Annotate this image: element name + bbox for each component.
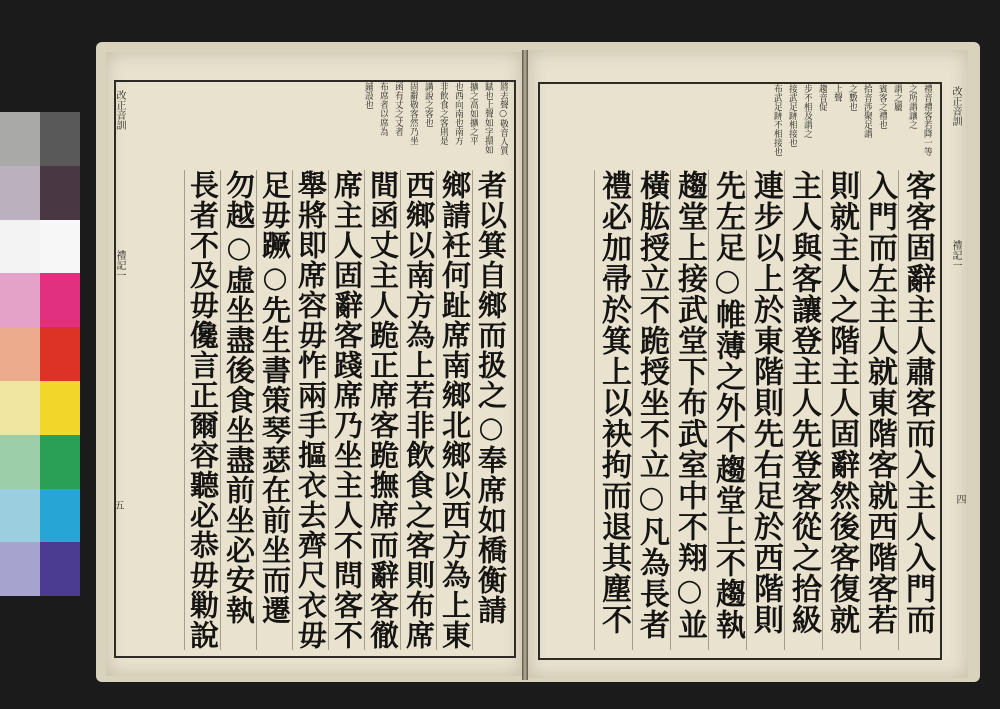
color-swatch	[40, 112, 80, 166]
text-column: 則就主人之階主人固辭然後客復就	[822, 170, 860, 650]
color-swatch	[0, 112, 40, 166]
color-swatch	[0, 273, 40, 327]
annotation-line: 也西向南也南方	[453, 82, 463, 145]
annotation-line: 固辭敬客然乃坐	[408, 82, 418, 145]
text-column: 西鄉以南方為上若非飲食之客則布席	[402, 170, 436, 650]
text-column: 勿越○虛坐盡後食坐盡前坐必安執	[220, 170, 256, 650]
color-swatch	[40, 542, 80, 596]
left-margin-title: 改正音訓	[114, 90, 125, 130]
annotation-line: 拾音涉聚足謂	[862, 84, 872, 138]
color-swatch	[0, 542, 40, 596]
annotation-line: 步不相及謂之	[802, 84, 812, 138]
annotation-line: 布武足跡不相接也	[772, 84, 782, 156]
text-column: 橫肱授立不跪授坐不立○凡為長者	[632, 170, 670, 650]
annotation-line: 函有丈之丈者	[393, 82, 403, 136]
right-folio-number: 四	[954, 494, 965, 504]
book-gutter	[522, 50, 528, 680]
annotation-line: 講說之客也	[423, 82, 433, 127]
left-main-text	[118, 170, 508, 654]
annotation-line: 之所謂讓之	[907, 84, 917, 129]
color-swatch	[40, 220, 80, 274]
annotation-line: 賓客之禮也	[877, 84, 887, 129]
annotation-line: 布席者以席為	[378, 82, 388, 136]
color-swatch	[0, 220, 40, 274]
text-column: 席主人固辭客踐席乃坐主人不問客不	[330, 170, 364, 650]
text-column: 入門而左主人就東階客就西階客若	[860, 170, 898, 650]
annotation-line: 擴之高如擴之平	[468, 82, 478, 145]
text-column: 者以箕自鄉而扱之○奉席如橋衡請	[472, 170, 508, 650]
text-column: 足毋蹶○先生書策琴瑟在前坐而遷	[256, 170, 292, 650]
annotation-line: 接武足跡相接也	[787, 84, 797, 147]
annotation-line: 趨音促	[817, 84, 827, 111]
color-swatch	[40, 381, 80, 435]
right-main-text	[540, 170, 936, 656]
text-column: 禮必加帚於箕上以袂拘而退其塵不	[594, 170, 632, 650]
right-annotation-band	[546, 84, 932, 164]
color-swatch	[0, 381, 40, 435]
color-swatch	[0, 489, 40, 543]
annotation-line: 將去聲○敬音人質	[498, 82, 508, 155]
right-margin-chapter: 禮記一	[950, 240, 961, 270]
annotation-line: 之數也	[847, 84, 857, 111]
color-swatch	[0, 327, 40, 381]
color-calibration-chart	[0, 112, 80, 596]
text-column: 長者不及毋儳言正爾容聽必恭毋勦說	[186, 170, 220, 650]
text-column: 連步以上於東階則先右足於西階則	[746, 170, 784, 650]
annotation-line: 謂之屬	[892, 84, 902, 111]
text-column: 趨堂上接武堂下布武室中不翔○並	[670, 170, 708, 650]
color-swatch	[40, 166, 80, 220]
right-margin-title: 改正音訓	[950, 86, 961, 126]
text-column: 間函丈主人跪正席客跪撫席而辭客徹	[366, 170, 400, 650]
annotation-line: 非飲食之客則是	[438, 82, 448, 145]
text-column: 客客固辭主人肅客而入主人入門而	[898, 170, 936, 650]
annotation-line: 上聲	[832, 84, 842, 102]
text-column: 舉將即席容毋怍兩手摳衣去齊尺衣毋	[294, 170, 328, 650]
left-folio-number: 五	[112, 500, 123, 510]
color-swatch	[40, 327, 80, 381]
annotation-line: 禮音禮客若降一等	[922, 84, 932, 156]
color-swatch	[0, 166, 40, 220]
color-swatch	[40, 435, 80, 489]
left-annotation-band	[132, 82, 508, 162]
text-column: 鄉請衽何趾席南鄉北鄉以西方為上東	[438, 170, 472, 650]
color-swatch	[40, 273, 80, 327]
color-swatch	[40, 489, 80, 543]
text-column: 主人與客讓登主人先登客從之拾級	[784, 170, 822, 650]
text-column: 先左足○帷薄之外不趨堂上不趨執	[708, 170, 746, 650]
annotation-line: 賦也上聲如字擐如	[483, 82, 493, 154]
annotation-line: 鋪設也	[363, 82, 373, 109]
color-swatch	[0, 435, 40, 489]
left-margin-chapter: 禮記一	[114, 250, 125, 280]
